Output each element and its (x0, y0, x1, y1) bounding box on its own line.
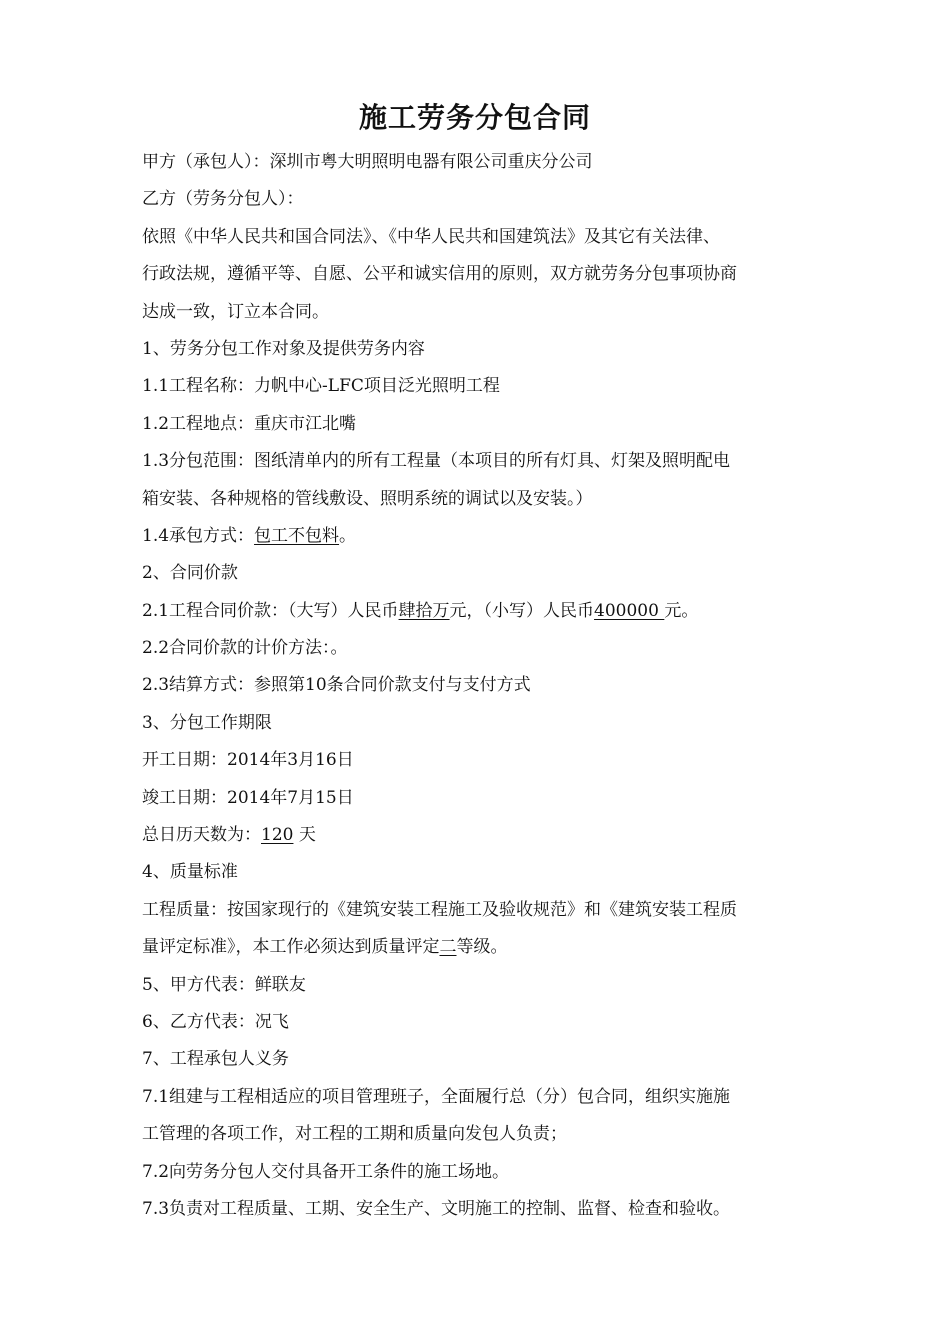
section-2-heading: 2、合同价款 (142, 563, 238, 584)
section-4-heading: 4、质量标准 (142, 862, 238, 883)
section-3-heading: 3、分包工作期限 (142, 712, 272, 733)
party-a: 甲方（承包人）：深圳市粤大明照明电器有限公司重庆分公司 (142, 152, 593, 172)
quality-line-1: 工程质量：按国家现行的《建筑安装工程施工及验收规范》和《建筑安装工程质 (142, 899, 737, 920)
quality-grade: 二 (439, 937, 457, 958)
section-7-heading: 7、工程承包人义务 (142, 1049, 289, 1070)
quality-line-2-b: 等级。 (456, 937, 508, 958)
price-label: 2.1工程合同价款：（大写）人民币 (142, 600, 399, 621)
start-date: 开工日期：2014年3月16日 (142, 750, 354, 771)
section-1-heading: 1、劳务分包工作对象及提供劳务内容 (142, 338, 425, 359)
end-date: 竣工日期：2014年7月15日 (142, 787, 354, 808)
contract-mode-value: 包工不包料 (254, 525, 340, 546)
obligation-7-1-line-2: 工管理的各项工作，对工程的工期和质量向发包人负责； (142, 1124, 567, 1145)
party-a-representative: 5、甲方代表：鲜联友 (142, 974, 306, 995)
party-b: 乙方（劳务分包人）： (142, 189, 304, 210)
total-days (142, 817, 814, 854)
price-lower: 400000 (594, 600, 665, 621)
contract-price (142, 593, 814, 630)
price-upper: 肆拾万 (398, 600, 450, 621)
project-location: 1.2工程地点：重庆市江北嘴 (142, 413, 357, 434)
scope-line-2: 箱安装、各种规格的管线敷设、照明系统的调试以及安装。） (142, 488, 593, 509)
quality-line-2 (142, 929, 814, 966)
intro-line-3: 达成一致，订立本合同。 (142, 301, 329, 322)
price-end: 元。 (664, 600, 699, 621)
total-days-value: 120 (261, 825, 294, 846)
project-name: 1.1工程名称：力帆中心-LFC项目泛光照明工程 (142, 376, 500, 397)
contract-mode-end: 。 (339, 525, 357, 546)
pricing-method: 2.2合同价款的计价方法：。 (142, 638, 348, 659)
price-mid: 元，（小写）人民币 (449, 600, 595, 621)
obligation-7-2: 7.2向劳务分包人交付具备开工条件的施工场地。 (142, 1161, 510, 1182)
scope-line-1: 1.3分包范围：图纸清单内的所有工程量（本项目的所有灯具、灯架及照明配电 (142, 451, 731, 472)
party-b-representative: 6、乙方代表：况飞 (142, 1011, 289, 1032)
obligation-7-1-line-1: 7.1组建与工程相适应的项目管理班子，全面履行总（分）包合同，组织实施施 (142, 1086, 731, 1107)
contract-body (142, 144, 814, 1228)
total-days-label: 总日历天数为： (142, 825, 261, 846)
settlement-method: 2.3结算方式：参照第10条合同价款支付与支付方式 (142, 675, 531, 696)
quality-line-2-a: 量评定标准》，本工作必须达到质量评定 (142, 937, 440, 958)
intro-line-1: 依照《中华人民共和国合同法》、《中华人民共和国建筑法》及其它有关法律、 (142, 226, 720, 247)
document-title: 施工劳务分包合同 (358, 101, 591, 134)
intro-line-2: 行政法规，遵循平等、自愿、公平和诚实信用的原则，双方就劳务分包事项协商 (142, 264, 737, 285)
total-days-unit: 天 (293, 825, 316, 846)
contract-mode-label: 1.4承包方式： (142, 525, 255, 546)
obligation-7-3: 7.3负责对工程质量、工期、安全生产、文明施工的控制、监督、检查和验收。 (142, 1198, 731, 1219)
contract-mode (142, 518, 814, 555)
